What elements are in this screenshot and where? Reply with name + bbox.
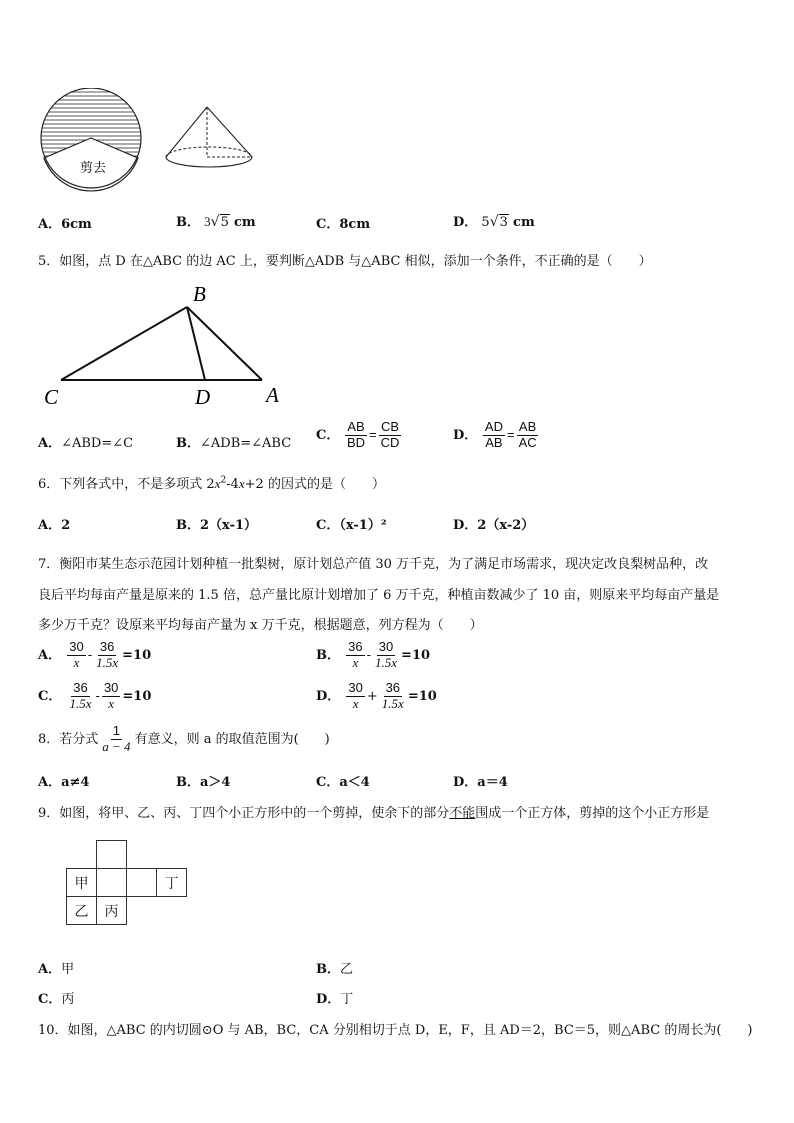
q10-stem: 10．如图，△ABC 的内切圆⊙O 与 AB，BC，CA 分别相切于点 D，E，F，且 AD＝2，BC＝5，则△ABC 的周长为( ): [38, 1023, 753, 1038]
q6-option-b[interactable]: B．2（x-1）: [176, 518, 258, 533]
q8-option-d[interactable]: D．a＝4: [453, 775, 508, 790]
q8-stem: 8．若分式 $\frac{1}{a - 4}$ 有意义，则 a 的取值范围为( ): [38, 723, 330, 754]
label-d: D: [195, 385, 211, 409]
label-a: A: [266, 383, 279, 407]
q6-option-c[interactable]: C．（x-1）²: [316, 518, 387, 533]
q4-option-b[interactable]: B． 3√5 cm: [176, 214, 256, 230]
q7-option-a[interactable]: A． $\frac{30}{x}$ - $\frac{36}{1.5x}$ =10: [38, 639, 152, 670]
q5-option-d[interactable]: D． $\frac{AD}{AB}$ = $\frac{AB}{AC}$: [453, 419, 537, 450]
q4-option-d[interactable]: D． 5√3 cm: [453, 214, 535, 230]
q9-stem: 9．如图，将甲、乙、丙、丁四个小正方形中的一个剪掉，使余下的部分不能围成一个正方体，剪掉的这个小正方形是: [38, 806, 710, 821]
q7-option-c[interactable]: C． $\frac{36}{1.5x}$ - $\frac{30}{x}$ =10: [38, 680, 152, 711]
q7-line-1: 7．衡阳市某生态示范园计划种植一批梨树，原计划总产值 30 万千克，为了满足市场需求，现决定改良梨树品种，改: [38, 557, 709, 572]
label-b: B: [193, 282, 206, 306]
cut-label: 剪去: [80, 161, 107, 176]
cube-net: [66, 840, 187, 925]
q8-option-a[interactable]: A．a≠4: [38, 775, 90, 790]
q6-option-a[interactable]: A．2: [38, 518, 71, 533]
q9-option-a[interactable]: A．甲: [38, 962, 75, 977]
circle-sector-figure: [38, 88, 153, 193]
q5-option-a[interactable]: A．∠ABD=∠C: [38, 436, 134, 451]
q7-line-3: 多少万千克？设原来平均每亩产量为 x 万千克，根据题意，列方程为（ ）: [38, 618, 483, 633]
q5-stem: 5．如图，点 D 在△ABC 的边 AC 上，要判断△ADB 与△ABC 相似，添加一个条件，不正确的是（ ）: [38, 254, 652, 269]
q9-option-b[interactable]: B．乙: [316, 962, 354, 977]
q9-option-d[interactable]: D．丁: [316, 992, 354, 1007]
q5-option-b[interactable]: B．∠ADB=∠ABC: [176, 436, 292, 451]
cell-jia[interactable]: 甲: [67, 869, 97, 897]
cell-yi[interactable]: 乙: [67, 897, 97, 925]
label-c: C: [44, 385, 59, 409]
cell-bing[interactable]: 丙: [97, 897, 127, 925]
q8-option-b[interactable]: B．a＞4: [176, 775, 231, 790]
cell-ding[interactable]: 丁: [157, 869, 187, 897]
q7-line-2: 良后平均每亩产量是原来的 1.5 倍，总产量比原计划增加了 6 万千克，种植亩数减少了 10 亩，则原来平均每亩产量是: [38, 588, 720, 603]
q9-option-c[interactable]: C．丙: [38, 992, 75, 1007]
q4-option-a[interactable]: A．6cm: [38, 217, 92, 232]
triangle-abc-figure: [40, 280, 300, 410]
cone-figure: [162, 105, 258, 175]
q7-option-d[interactable]: D． $\frac{30}{x}$ + $\frac{36}{1.5x}$ =10: [316, 680, 437, 711]
q6-option-d[interactable]: D．2（x-2）: [453, 518, 535, 533]
q7-option-b[interactable]: B． $\frac{36}{x}$ - $\frac{30}{1.5x}$ =10: [316, 639, 431, 670]
q5-option-c[interactable]: C． $\frac{AB}{BD}$ = $\frac{CB}{CD}$: [316, 419, 400, 450]
q4-option-c[interactable]: C．8cm: [316, 217, 371, 232]
q8-option-c[interactable]: C．a＜4: [316, 775, 370, 790]
q6-stem: 6．下列各式中，不是多项式 $2x^2-4x+2$ 的因式的是（ ）: [38, 475, 385, 492]
